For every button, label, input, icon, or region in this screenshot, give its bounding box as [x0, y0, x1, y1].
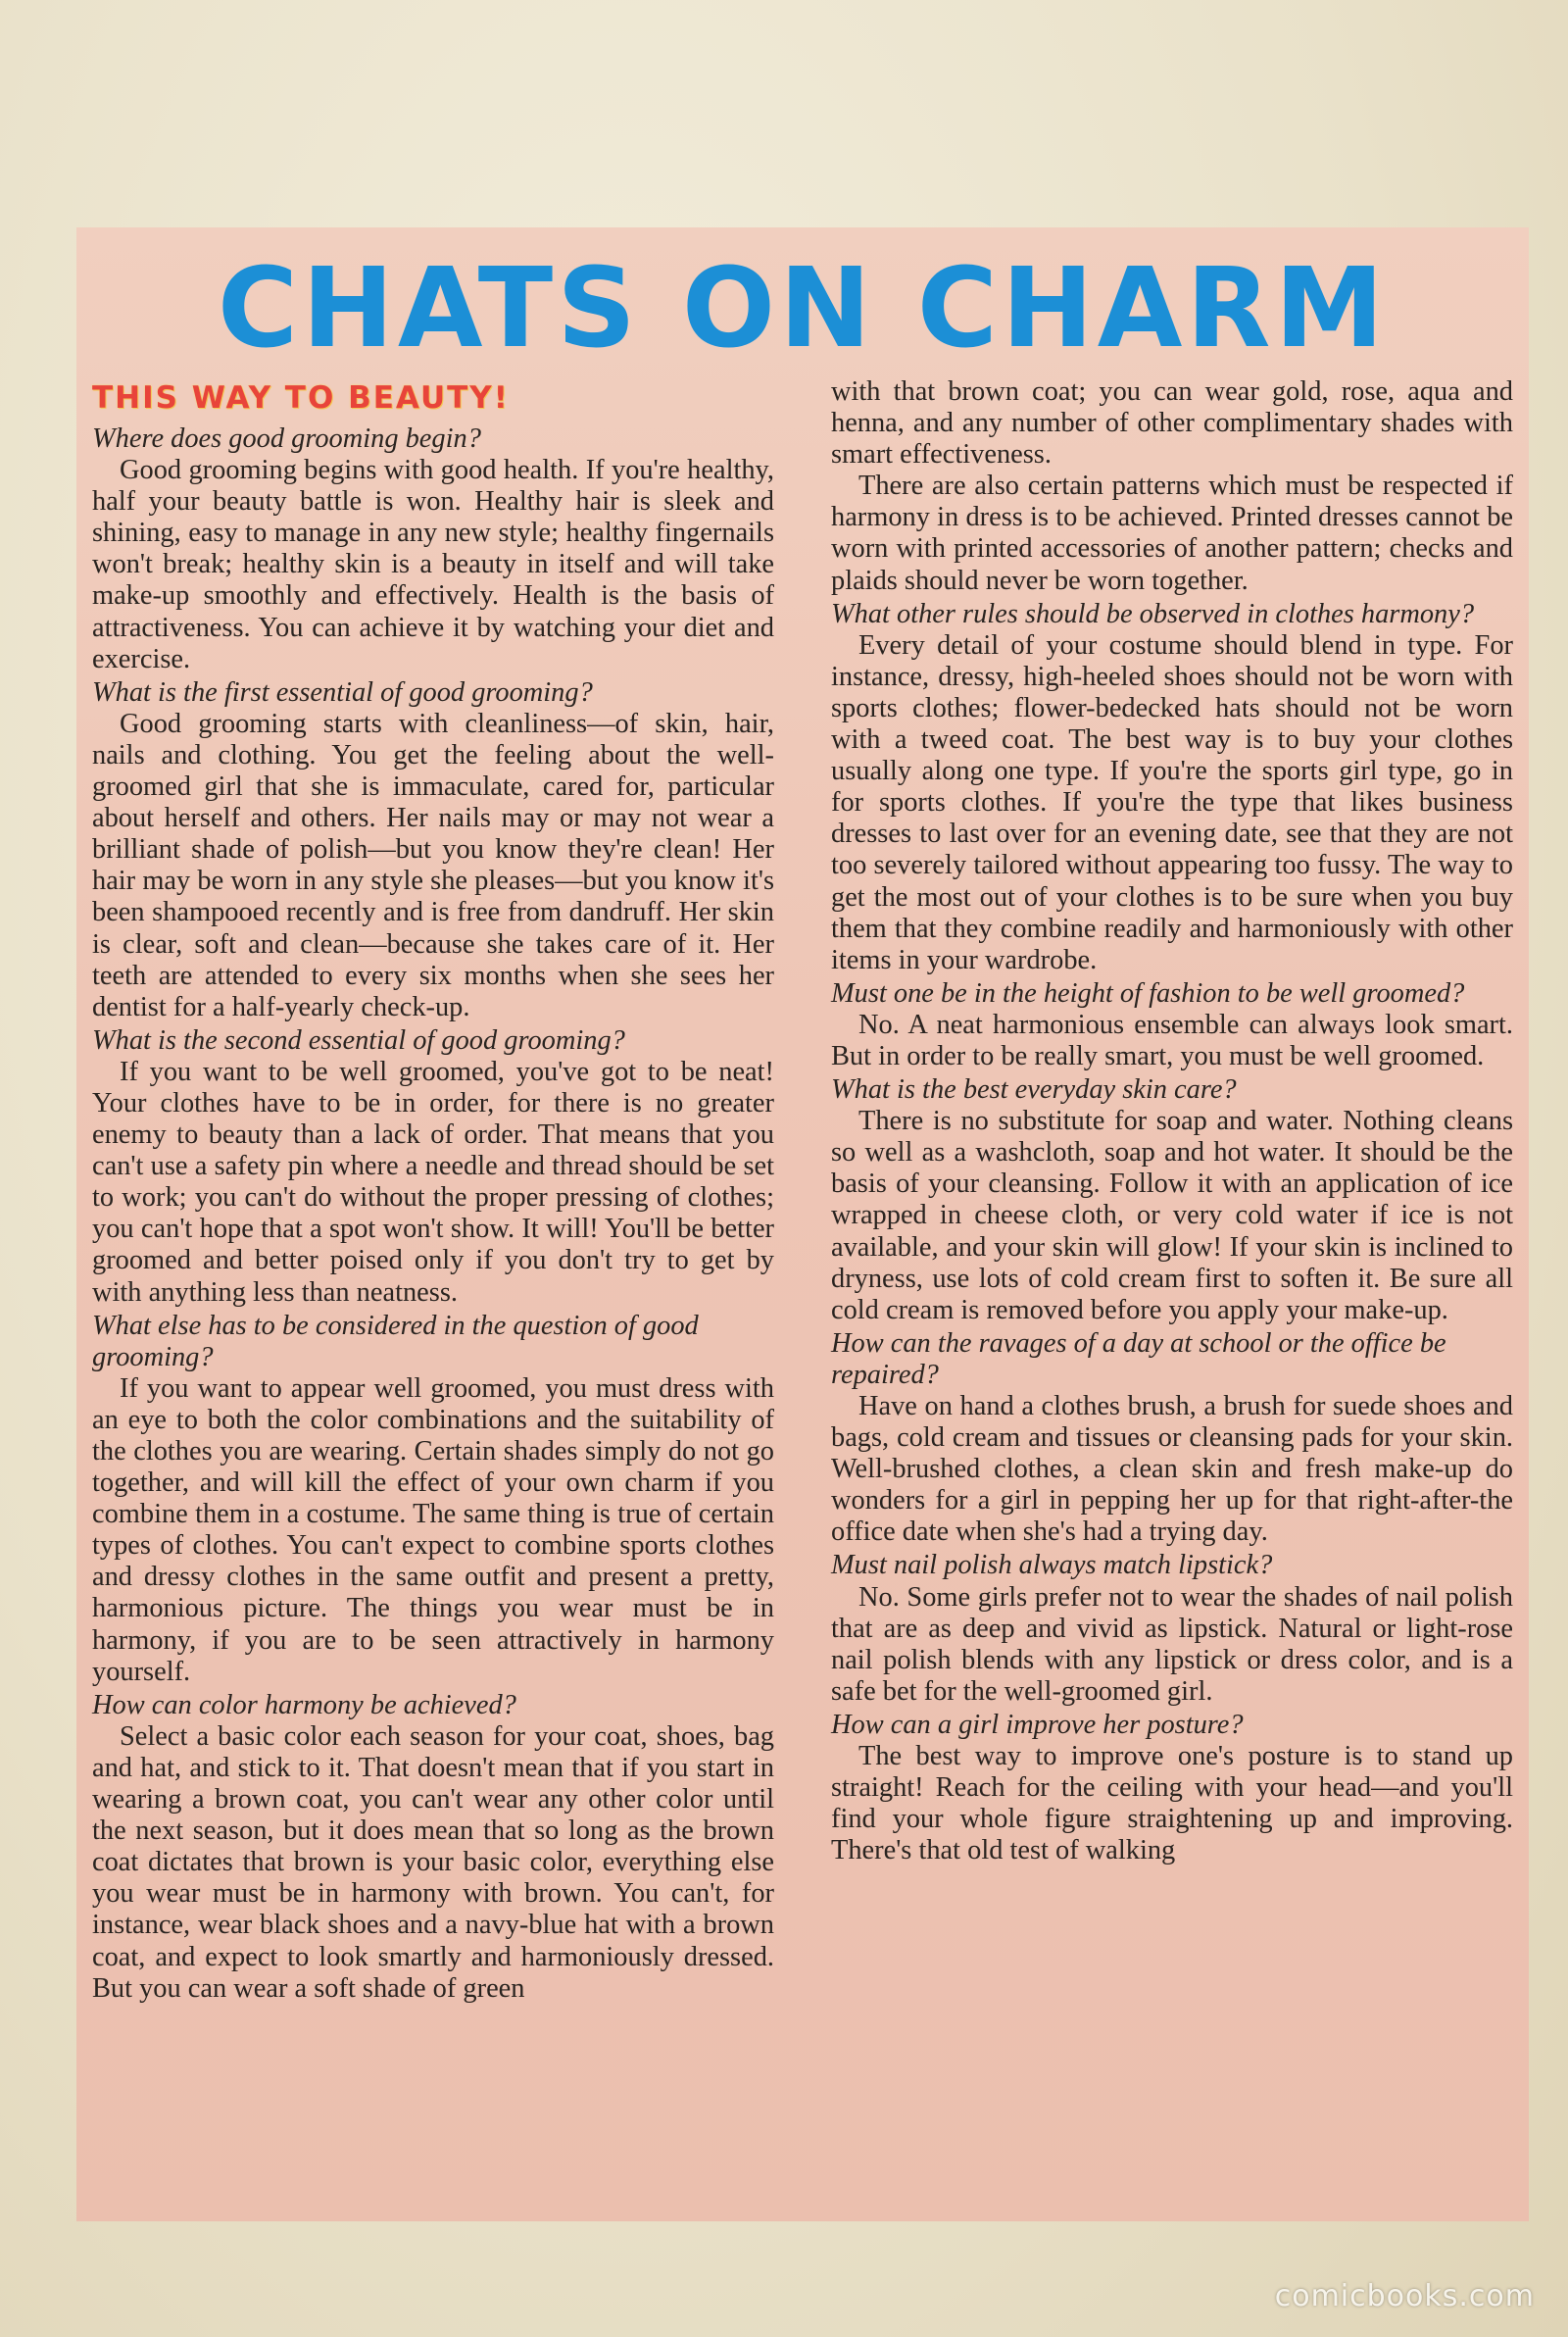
- answer: Have on hand a clothes brush, a brush for suede shoes and bags, cold cream and tissues or cleansing pads for your skin. Well-brushed clothes, a clean skin and fresh make-up do wonders for a girl in pepping her up for that right-after-the office date when she's had a trying day.: [831, 1391, 1513, 1548]
- answer: Good grooming begins with good health. If you're healthy, half your beauty battle is won. Healthy hair is sleek and shining, easy to manage in any new style; healthy fingernails won't break; healthy skin is a beauty in itself and will take make-up smoothly and effectively. Health is the basis of attractiveness. You can achieve it by watching your diet and exercise.: [92, 455, 774, 674]
- paragraph: There are also certain patterns which must be respected if harmony in dress is to be achieved. Printed dresses cannot be worn with printed accessories of another pattern; checks and plaids should never be worn together.: [831, 471, 1513, 596]
- question: What is the second essential of good grooming?: [92, 1024, 625, 1056]
- watermark-credit: comicbooks.com: [1274, 2279, 1535, 2313]
- answer: Good grooming starts with cleanliness—of skin, hair, nails and clothing. You get the feeling about the well-groomed girl that she is immaculate, cared for, particular about herself and others. Her nails may or may not wear a brilliant shade of polish—but you know they're clean! Her hair may be worn in any style she pleases—but you know it's been shampooed recently and is free from dandruff. Her skin is clear, soft and clean—because she takes care of it. Her teeth are attended to every six months when she sees her dentist for a half-yearly check-up.: [92, 708, 774, 1022]
- question: Must nail polish always match lipstick?: [831, 1550, 1273, 1581]
- answer: There is no substitute for soap and water. Nothing cleans so well as a washcloth, soap and hot water. It should be the basis of your cleansing. Follow it with an application of ice wrapped in cheese cloth, or very cold water if ice is not available, and your skin will glow! If your skin is inclined to dryness, use lots of cold cream first to soften it. Be sure all cold cream is removed before you apply your make-up.: [831, 1106, 1513, 1325]
- page-title: CHATS ON CHARM: [217, 245, 1389, 373]
- answer: Select a basic color each season for your coat, shoes, bag and hat, and stick to it. That doesn't mean that if you start in wearing a brown coat, you can't wear any other color until the next season, but it does mean that so long as the brown coat dictates that brown is your basic color, everything else you wear must be in harmony with brown. You can't, for instance, wear black shoes and a navy-blue hat with a brown coat, and expect to look smartly and harmoniously dressed. But you can wear a soft shade of green: [92, 1720, 774, 2004]
- answer: The best way to improve one's posture is to stand up straight! Reach for the ceiling with your head—and you'll find your whole figure straightening up and improving. There's that old test of walking: [831, 1741, 1513, 1866]
- answer: If you want to appear well groomed, you must dress with an eye to both the color combinations and the suitability of the clothes you are wearing. Certain shades simply do not go together, and will kill the effect of your own charm if you combine them in a costume. The same thing is true of certain types of clothes. You can't expect to combine sports clothes and dressy clothes in the same outfit and present a pretty, harmonious picture. The things you wear must be in harmony, if you are to be seen attractively in harmony yourself.: [92, 1372, 774, 1687]
- question: How can color harmony be achieved?: [92, 1689, 516, 1720]
- answer: No. A neat harmonious ensemble can always look smart. But in order to be really smart, you must be well groomed.: [831, 1009, 1513, 1071]
- right-column: [831, 376, 1513, 1866]
- answer: No. Some girls prefer not to wear the shades of nail polish that are as deep and vivid as lipstick. Natural or light-rose nail polish blends with any lipstick or dress color, and is a safe bet for the well-groomed girl.: [831, 1581, 1513, 1707]
- left-column: [92, 374, 774, 2005]
- question: What else has to be considered in the question of good grooming?: [92, 1310, 699, 1372]
- question: What other rules should be observed in clothes harmony?: [831, 598, 1475, 629]
- continued-paragraph: with that brown coat; you can wear gold, rose, aqua and henna, and any number of other complimentary shades with smart effectiveness.: [831, 376, 1513, 471]
- question: What is the best everyday skin care?: [831, 1074, 1237, 1106]
- article-panel: [76, 227, 1529, 2221]
- question: How can a girl improve her posture?: [831, 1709, 1244, 1740]
- answer: Every detail of your costume should blend in type. For instance, dressy, high-heeled shoes should not be worn with sports clothes; flower-bedecked hats should not be worn with a tweed coat. The best way is to buy your clothes usually along one type. If you're the sports girl type, go in for sports clothes. If you're the type that likes business dresses to last over for an evening date, see that they are not too severely tailored without appearing too fussy. The way to get the most out of your clothes is to be sure when you buy them that they combine readily and harmoniously with other items in your wardrobe.: [831, 629, 1513, 975]
- section-kicker: THIS WAY TO BEAUTY!: [92, 380, 510, 416]
- question: How can the ravages of a day at school or the office be repaired?: [831, 1327, 1446, 1390]
- answer: If you want to be well groomed, you've got to be neat! Your clothes have to be in order, for there is no greater enemy to beauty than a lack of order. That means that you can't use a safety pin where a needle and thread should be set to work; you can't do without the proper pressing of clothes; you can't hope that a spot won't show. It will! You'll be better groomed and better poised only if you don't try to get by with anything less than neatness.: [92, 1056, 774, 1308]
- question: Where does good grooming begin?: [92, 423, 481, 454]
- question: What is the first essential of good grooming?: [92, 676, 593, 708]
- question: Must one be in the height of fashion to be well groomed?: [831, 977, 1465, 1009]
